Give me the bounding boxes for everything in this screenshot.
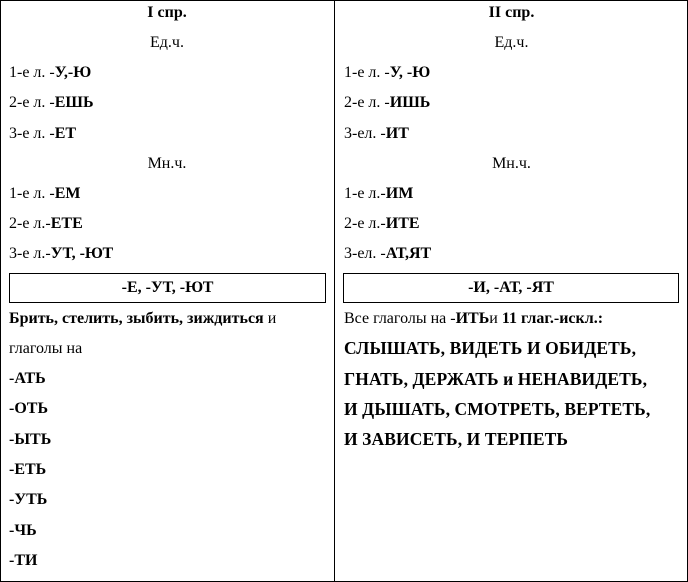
ending: ИТЕ bbox=[385, 215, 420, 232]
ending: ЕШЬ bbox=[54, 94, 94, 111]
person-label: 1-е л.- bbox=[344, 185, 386, 202]
ending: ИМ bbox=[385, 185, 414, 202]
person-label: 3-ел. - bbox=[344, 245, 386, 262]
suffix-item: -АТЬ bbox=[9, 370, 46, 387]
sg-3rd-person bbox=[344, 126, 409, 142]
person-label: 2-е л.- bbox=[344, 215, 386, 232]
exception-verse-line: ГНАТЬ, ДЕРЖАТЬ и НЕНАВИДЕТЬ, bbox=[344, 369, 648, 389]
singular-label: Ед.ч. bbox=[494, 34, 529, 51]
exception-tail: и bbox=[263, 310, 277, 327]
plural-label: Мн.ч. bbox=[147, 155, 187, 172]
sg-2nd-person bbox=[9, 95, 94, 111]
sg-2nd-person bbox=[344, 95, 430, 111]
suffix-item: -УТЬ bbox=[9, 491, 48, 508]
exception-verse-line: И ЗАВИСЕТЬ, И ТЕРПЕТЬ bbox=[344, 429, 569, 449]
suffix-item: -ТИ bbox=[9, 552, 38, 569]
person-label: 3-е л.- bbox=[9, 245, 51, 262]
rule-suffix: ИТЬ bbox=[455, 310, 490, 327]
person-label: 3-е л. - bbox=[9, 125, 55, 142]
summary-endings-box: -Е, -УТ, -ЮТ bbox=[9, 273, 326, 303]
ending: АТ,ЯТ bbox=[385, 245, 432, 262]
rule-mid: и bbox=[489, 310, 502, 327]
second-conjugation-column bbox=[335, 0, 688, 582]
ending: ЕМ bbox=[54, 185, 81, 202]
ending: ЕТЕ bbox=[50, 215, 83, 232]
second-conjugation-rule bbox=[344, 311, 603, 327]
exception-verse-line: И ДЫШАТЬ, СМОТРЕТЬ, ВЕРТЕТЬ, bbox=[344, 399, 651, 419]
suffix-item: -ОТЬ bbox=[9, 400, 49, 417]
pl-1st-person bbox=[344, 186, 413, 202]
rule-exceptions-count: 11 глаг.-искл.: bbox=[501, 310, 604, 327]
person-label: 2-е л. - bbox=[9, 94, 55, 111]
first-conjugation-column bbox=[0, 0, 334, 582]
ending: У,-Ю bbox=[54, 64, 92, 81]
plural-label: Мн.ч. bbox=[492, 155, 531, 172]
person-label: 3-ел. - bbox=[344, 125, 386, 142]
ending: ЕТ bbox=[54, 125, 77, 142]
first-conjugation-header: I спр. bbox=[147, 4, 187, 21]
rule-prefix: Все глаголы на - bbox=[344, 310, 456, 327]
summary-endings-box: -И, -АТ, -ЯТ bbox=[343, 273, 679, 303]
singular-label: Ед.ч. bbox=[150, 34, 184, 51]
person-label: 1-е л. - bbox=[9, 64, 55, 81]
exception-list: Брить, стелить, зыбить, зиждиться bbox=[9, 310, 264, 327]
person-label: 1-е л. - bbox=[344, 64, 390, 81]
exception-verse-line: СЛЫШАТЬ, ВИДЕТЬ И ОБИДЕТЬ, bbox=[344, 338, 637, 358]
pl-2nd-person bbox=[9, 216, 83, 232]
pl-3rd-person bbox=[9, 246, 113, 262]
sg-3rd-person bbox=[9, 126, 76, 142]
person-label: 2-е л.- bbox=[9, 215, 51, 232]
suffix-item: -ЧЬ bbox=[9, 522, 37, 539]
sg-1st-person bbox=[9, 65, 91, 81]
verbs-on-label: глаголы на bbox=[9, 340, 83, 357]
ending: ИТ bbox=[385, 125, 409, 142]
pl-2nd-person bbox=[344, 216, 420, 232]
suffix-item: -ЕТЬ bbox=[9, 461, 47, 478]
ending: УТ, -ЮТ bbox=[50, 245, 114, 262]
second-conjugation-header: II спр. bbox=[488, 4, 535, 21]
person-label: 1-е л. - bbox=[9, 185, 55, 202]
ending: У, -Ю bbox=[389, 64, 431, 81]
person-label: 2-е л. - bbox=[344, 94, 390, 111]
suffix-item: -ЫТЬ bbox=[9, 431, 52, 448]
ending: ИШЬ bbox=[389, 94, 431, 111]
pl-1st-person bbox=[9, 186, 81, 202]
sg-1st-person bbox=[344, 65, 430, 81]
exception-verbs bbox=[9, 311, 276, 327]
pl-3rd-person bbox=[344, 246, 431, 262]
